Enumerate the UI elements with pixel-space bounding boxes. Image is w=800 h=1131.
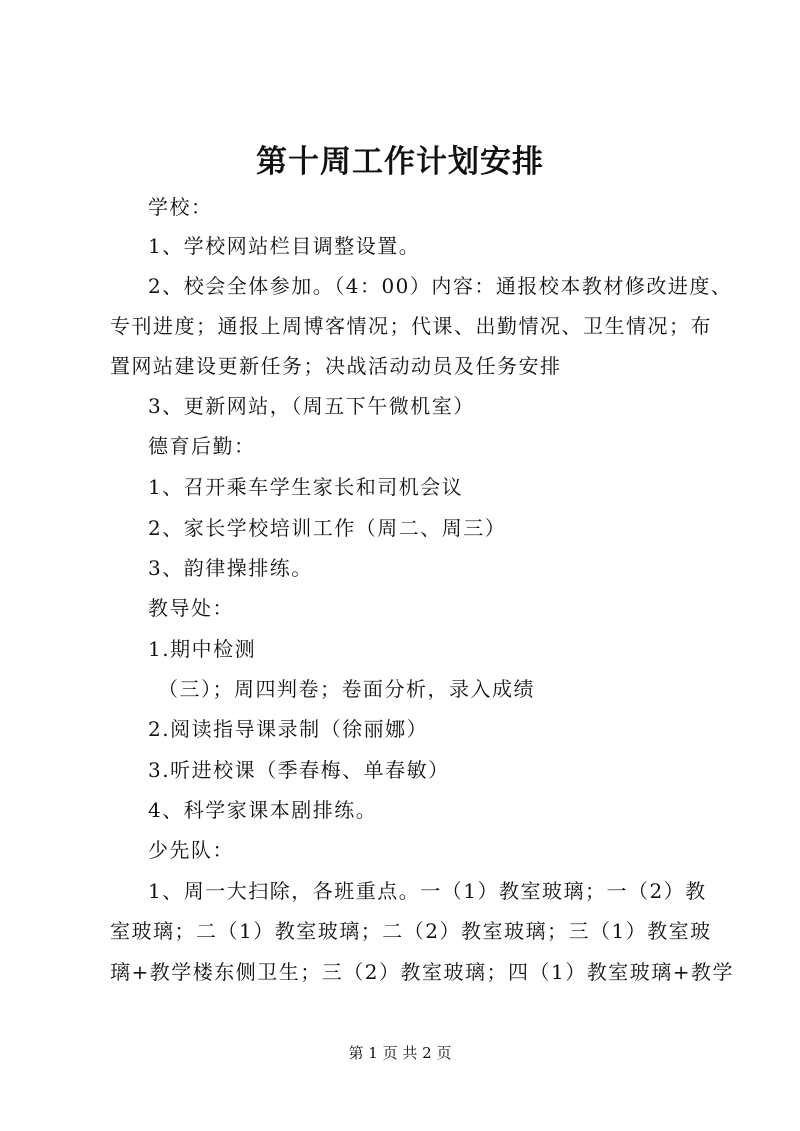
text-line: 专刊进度；通报上周博客情况；代课、出勤情况、卫生情况；布 bbox=[110, 314, 712, 338]
text-line: 3.听进校课（季春梅、单春敏） bbox=[148, 758, 450, 782]
section-heading-school: 学校： bbox=[148, 195, 213, 219]
page-footer: 第 1 页 共 2 页 bbox=[348, 1044, 452, 1062]
text-line: 璃+教学楼东侧卫生；三（2）教室玻璃；四（1）教室玻璃+教学 bbox=[110, 960, 734, 984]
text-line: 1、学校网站栏目调整设置。 bbox=[148, 234, 421, 258]
text-line: 1.期中检测 bbox=[148, 637, 257, 661]
section-heading-moral-logistics: 德育后勤： bbox=[148, 434, 256, 458]
text-line: 3、更新网站，（周五下午微机室） bbox=[148, 394, 475, 418]
text-line: 置网站建设更新任务；决战活动动员及任务安排 bbox=[110, 354, 562, 378]
text-line: 1、召开乘车学生家长和司机会议 bbox=[148, 475, 464, 499]
text-line: 室玻璃；二（1）教室玻璃；二（2）教室玻璃；三（1）教室玻 bbox=[110, 919, 712, 943]
section-heading-academic-office: 教导处： bbox=[148, 596, 234, 620]
text-line: （三）；周四判卷；卷面分析，录入成绩 bbox=[158, 677, 535, 701]
text-line: 2、校会全体参加。（4：00）内容：通报校本教材修改进度、 bbox=[148, 274, 733, 298]
text-line: 2、家长学校培训工作（周二、周三） bbox=[148, 516, 507, 540]
text-line: 1、周一大扫除，各班重点。一（1）教室玻璃；一（2）教 bbox=[148, 879, 707, 903]
section-heading-young-pioneers: 少先队： bbox=[148, 838, 234, 862]
text-line: 2.阅读指导课录制（徐丽娜） bbox=[148, 717, 429, 741]
text-line: 3、韵律操排练。 bbox=[148, 556, 313, 580]
page-title: 第十周工作计划安排 bbox=[256, 144, 544, 180]
text-line: 4、科学家课本剧排练。 bbox=[148, 798, 378, 822]
